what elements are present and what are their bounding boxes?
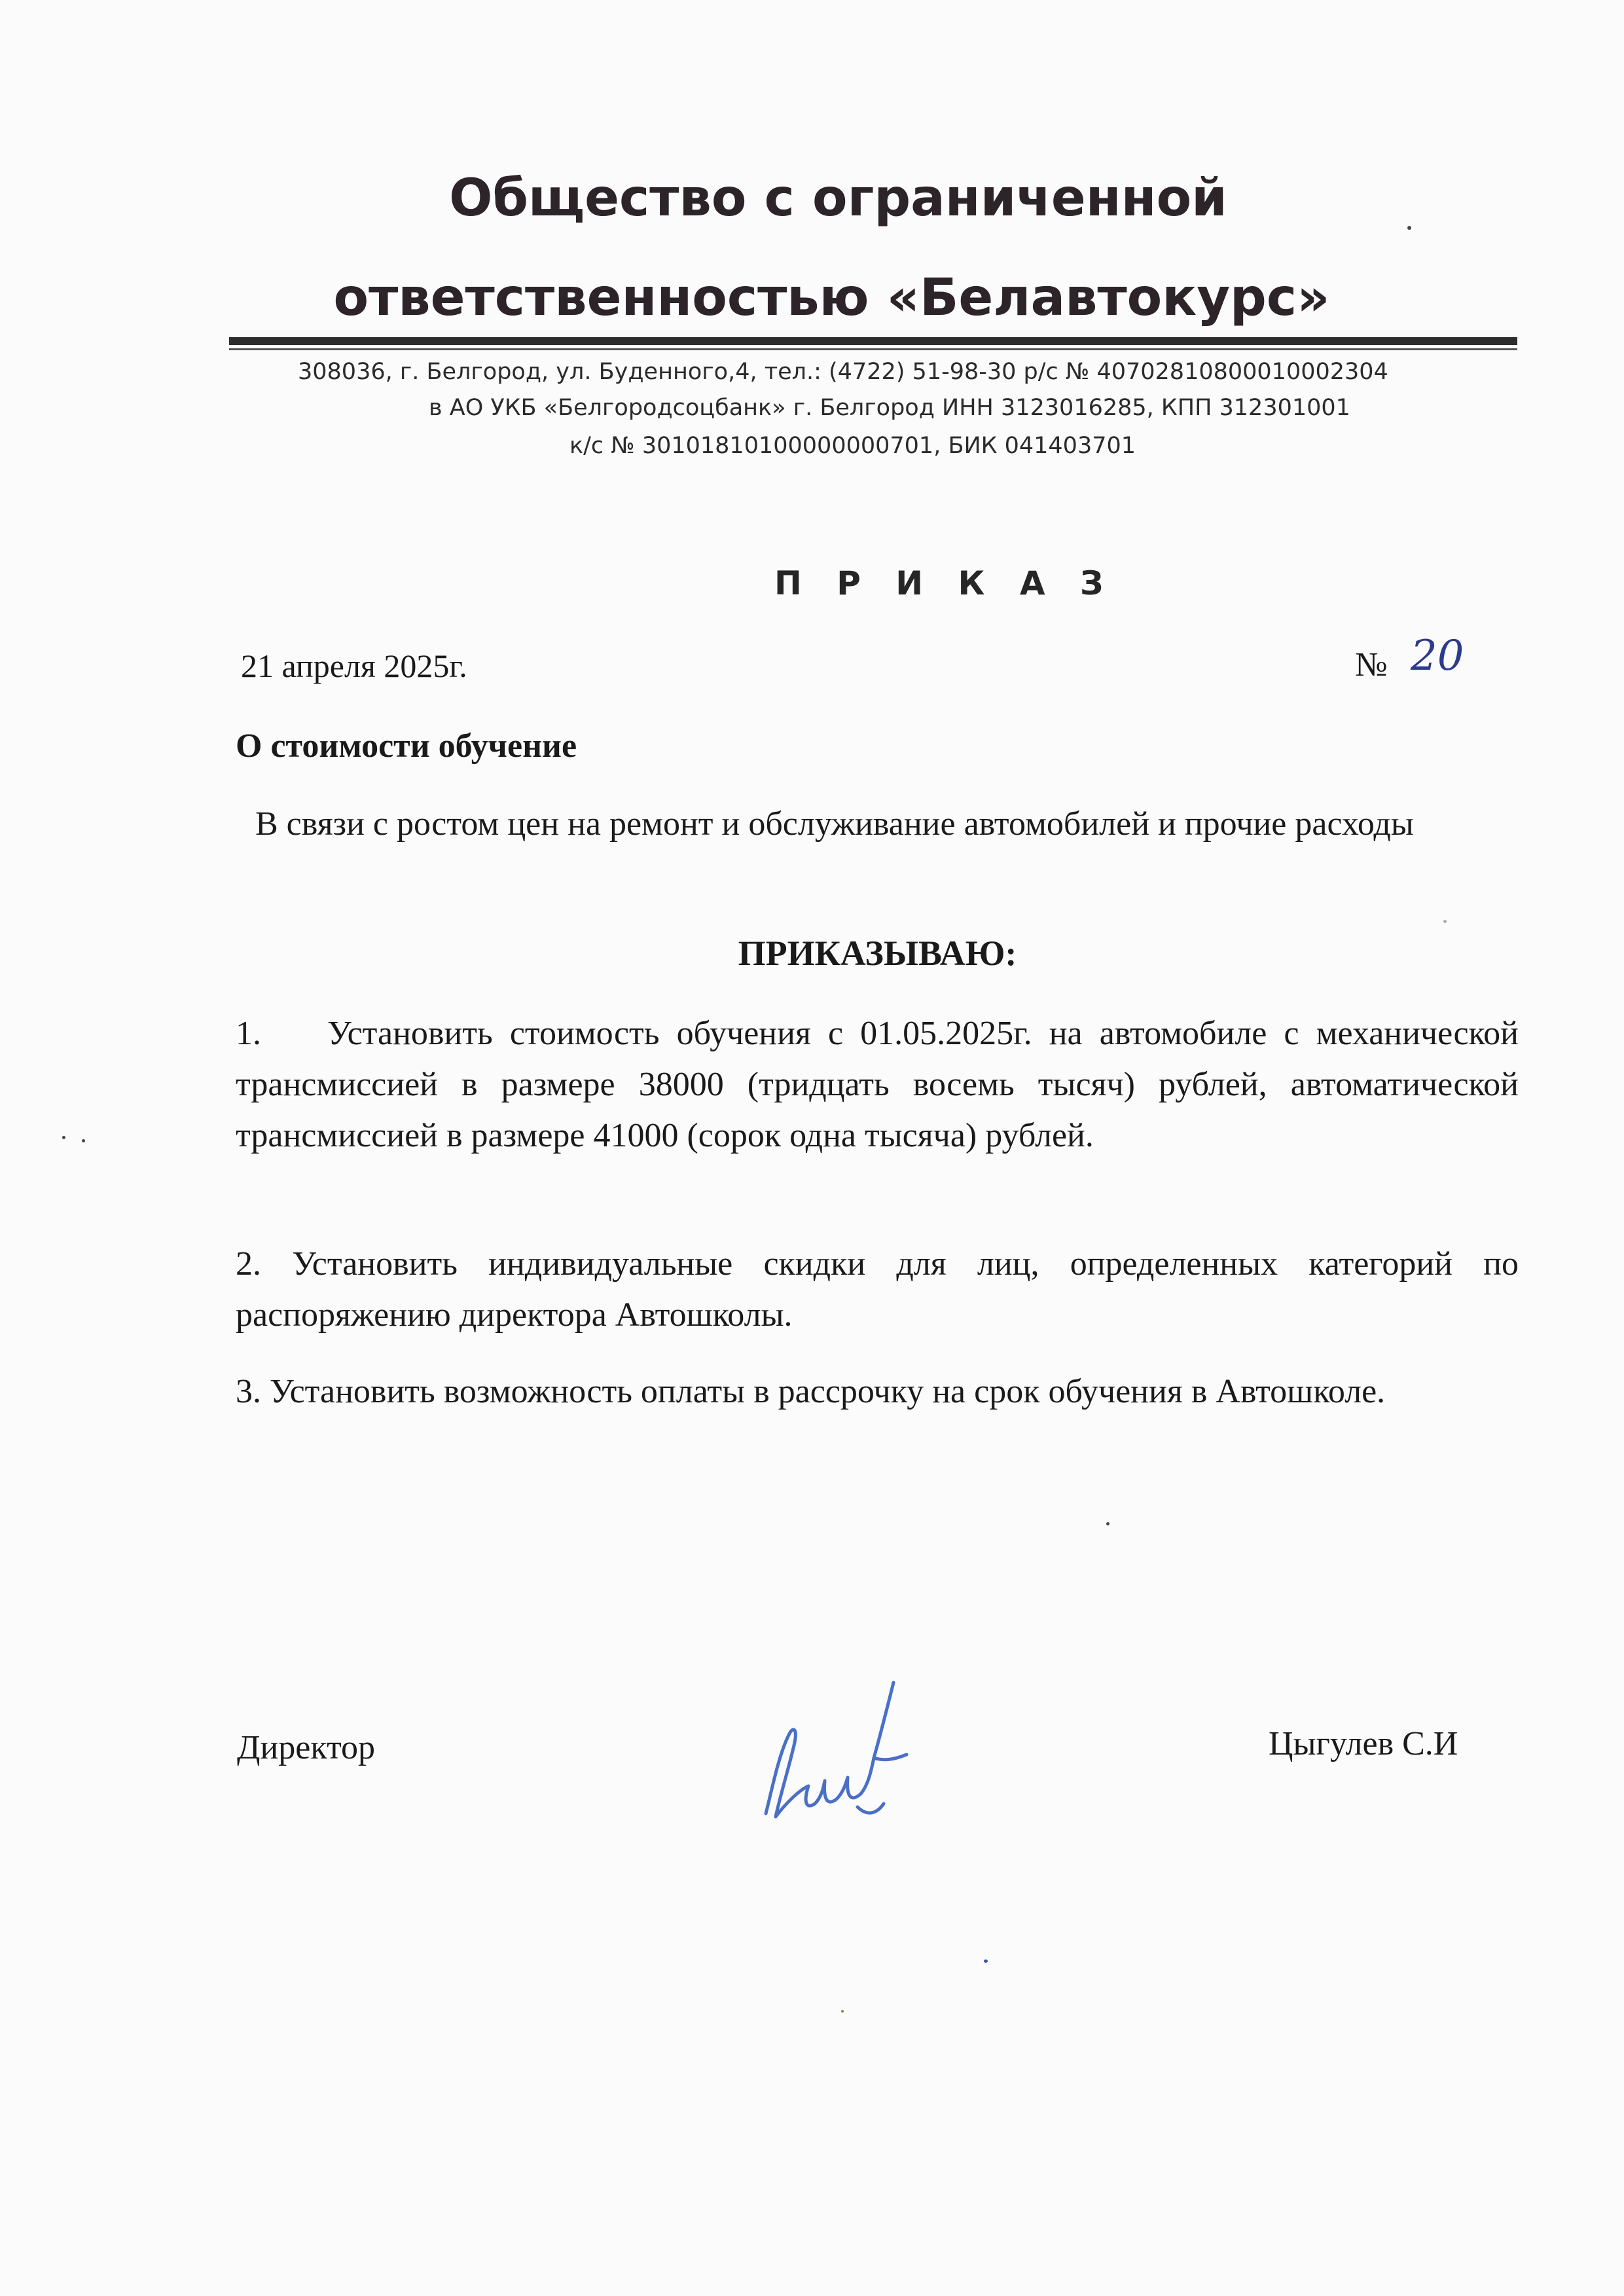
header-rule-thin — [229, 348, 1517, 350]
order-item-1 — [236, 1008, 1519, 1161]
scan-speck — [984, 1959, 988, 1963]
scan-speck — [1106, 1522, 1110, 1525]
scan-speck — [82, 1139, 85, 1142]
requisites-line1: 308036, г. Белгород, ул. Буденного,4, тел.: (4722) 51-98-30 р/с № 40702810800010002304 — [298, 359, 1388, 385]
order-item-1-text: Установить стоимость обучения с 01.05.2025г. на автомобиле с механической трансмиссией в размере 38000 (тридцать восемь тысяч) рублей, автоматической трансмиссией в размере 41000 (сорок одна тысяча) рублей. — [236, 1015, 1519, 1154]
scan-speck — [1407, 226, 1411, 230]
requisites-line3: к/с № 30101810100000000701, БИК 041403701 — [569, 433, 1136, 459]
order-word: ПРИКАЗЫВАЮ: — [738, 934, 1017, 973]
document-number-label: № — [1355, 646, 1388, 683]
order-item-1-number: 1. — [236, 1015, 261, 1052]
order-item-3: 3. Установить возможность оплаты в рассрочку на срок обучения в Автошколе. — [236, 1373, 1386, 1410]
org-name-line2: ответственностью «Белавтокурс» — [333, 268, 1330, 327]
document-type-title: П Р И К А З — [774, 564, 1115, 602]
order-item-2: 2. Установить индивидуальные скидки для лиц, определенных категорий по распоряжению директора Автошколы. — [236, 1245, 1519, 1334]
handwritten-signature — [753, 1676, 923, 1840]
document-number-handwritten: 20 — [1411, 632, 1464, 680]
org-name-line1: Общество с ограниченной — [449, 169, 1227, 228]
header-rule-thick — [229, 337, 1517, 345]
scan-speck — [841, 2010, 844, 2013]
document-subject: О стоимости обучение — [236, 727, 577, 765]
signer-name: Цыгулев С.И — [1269, 1725, 1458, 1762]
document-date: 21 апреля 2025г. — [241, 647, 467, 684]
scan-speck — [62, 1136, 65, 1139]
requisites-line2: в АО УКБ «Белгородсоцбанк» г. Белгород ИНН 3123016285, КПП 312301001 — [429, 395, 1350, 421]
scan-speck — [1443, 920, 1447, 923]
intro-paragraph: В связи с ростом цен на ремонт и обслуживание автомобилей и прочие расходы — [255, 805, 1414, 843]
signer-role: Директор — [237, 1729, 375, 1766]
